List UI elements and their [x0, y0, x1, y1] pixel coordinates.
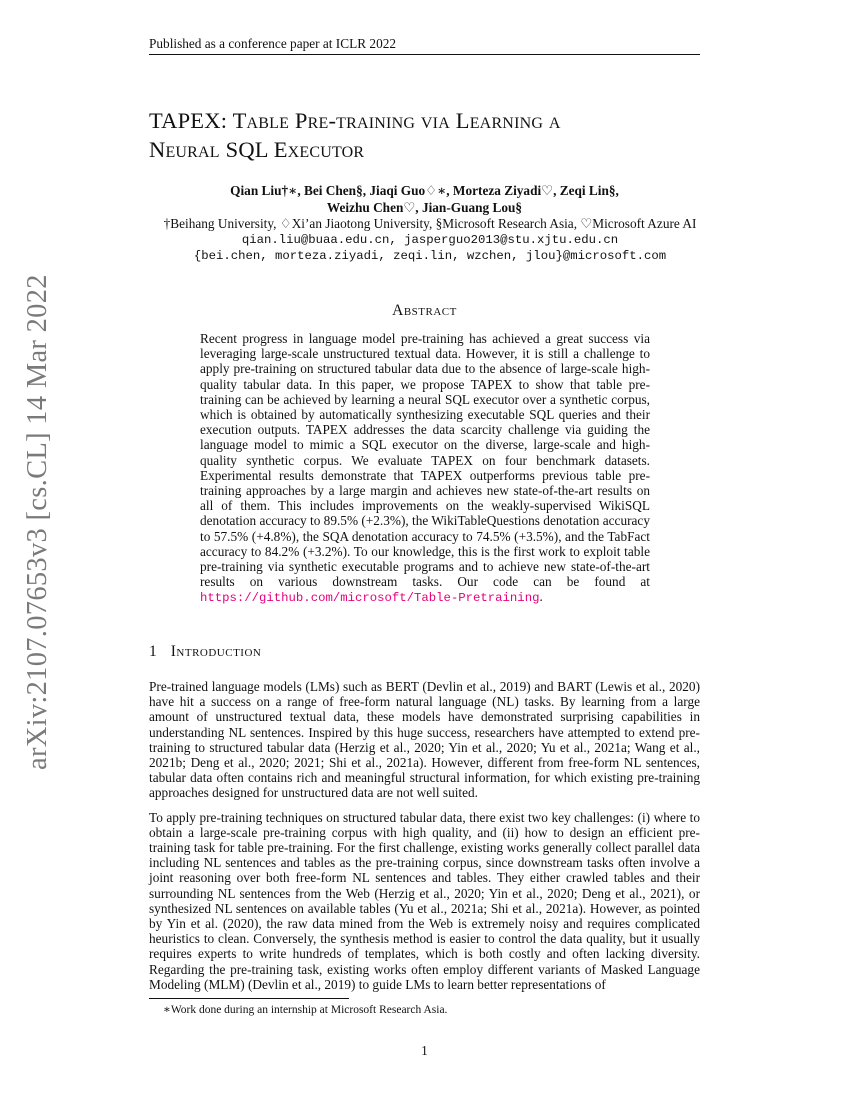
- footnote-rule: [149, 998, 349, 999]
- arxiv-stamp-text: arXiv:2107.07653v3 [cs.CL] 14 Mar 2022: [22, 274, 53, 770]
- paper-title: [149, 106, 700, 164]
- abstract-text: Recent progress in language model pre-training has achieved a great success via leveraging large-scale unstructured textual data. However, it is still a challenge to apply pre-training on structured tabular data due to the absence of large-scale high-quality tabular data. In this paper, we propose TAPEX to show that table pre-training can be achieved by learning a neural SQL executor over a synthetic corpus, which is obtained by automatically synthesizing executable SQL queries and their execution outputs. TAPEX addresses the data scarcity challenge via guiding the language model to mimic a SQL executor on the diverse, large-scale and high-quality synthetic corpus. We evaluate TAPEX on four benchmark datasets. Experimental results demonstrate that TAPEX outperforms previous table pre-training approaches by a large margin and achieves new state-of-the-art results on all of them. This includes improvements on the weakly-supervised WikiSQL denotation accuracy to 89.5% (+2.3%), the WikiTableQuestions denotation accuracy to 57.5% (+4.8%), the SQA denotation accuracy to 74.5% (+3.5%), and the TabFact accuracy to 84.2% (+3.2%). To our knowledge, this is the first work to exploit table pre-training via synthetic executable programs and to achieve new state-of-the-art results on various downstream tasks. Our code can be found at: [200, 331, 650, 590]
- affiliation-emails-1: qian.liu@buaa.edu.cn, jasperguo2013@stu.xjtu.edu.cn: [241, 233, 619, 247]
- title-line-2: Neural SQL Executor: [149, 137, 365, 162]
- abstract-link-suffix: .: [539, 589, 543, 605]
- authors-line-1: Qian Liu†∗, Bei Chen§, Jiaqi Guo♢∗, Morteza Ziyadi♡, Zeqi Lin§,: [230, 183, 619, 198]
- header-rule: [149, 54, 700, 55]
- author-list: [149, 182, 700, 216]
- section-heading-introduction: [149, 643, 261, 661]
- affiliation-institutions: †Beihang University, ♢Xi’an Jiaotong University, §Microsoft Research Asia, ♡Microsoft Azure AI: [163, 216, 697, 231]
- affiliations: [140, 216, 720, 264]
- abstract-heading: Abstract: [392, 302, 457, 319]
- paragraph: To apply pre-training techniques on structured tabular data, there exist two key challenges: (i) where to obtain a large-scale pre-training corpus with high quality, and (ii) how to design an efficient pre-training task for table pre-training. For the first challenge, existing works generally collect parallel data including NL sentences and tables as the pre-training corpus, since downstream tasks often involve a joint reasoning over both free-form NL sentences and tables. They either crawled tables and their surrounding NL sentences from the Web (Herzig et al., 2020; Yin et al., 2020; Deng et al., 2021), or synthesized NL sentences on available tables (Yu et al., 2021a; Shi et al., 2021a). However, as pointed by Yin et al. (2020), the raw data mined from the Web is extremely noisy and requires complicated heuristics to clean. Conversely, the synthesis method is easier to control the data quality, but it usually requires experts to write hundreds of templates, which is both costly and often lacking diversity. Regarding the pre-training task, existing works often employ different variants of Masked Language Modeling (MLM) (Devlin et al., 2019) to guide LMs to learn better representations of: [149, 809, 700, 992]
- paragraph: Pre-trained language models (LMs) such as BERT (Devlin et al., 2019) and BART (Lewis et al., 2020) have hit a success on a range of free-form natural language (NL) tasks. By learning from a large amount of unstructured textual data, these models have demonstrated surprising capabilities in understanding NL sentences. Inspired by this huge success, researchers have attempted to extend pre-training to structured tabular data (Herzig et al., 2020; Yin et al., 2020; Yu et al., 2021a; Wang et al., 2021b; Deng et al., 2020; 2021; Shi et al., 2021a). However, different from free-form NL sentences, tabular data often contains rich and meaningful structural information, for which existing pre-training approaches designed for unstructured data are not well suited.: [149, 679, 700, 801]
- running-header: Published as a conference paper at ICLR 2022: [149, 36, 397, 51]
- footnote: ∗Work done during an internship at Microsoft Research Asia.: [163, 1004, 448, 1016]
- authors-line-2: Weizhu Chen♡, Jian-Guang Lou§: [326, 200, 523, 215]
- section-title: Introduction: [170, 643, 262, 660]
- code-link[interactable]: https://github.com/microsoft/Table-Pretraining: [200, 591, 540, 606]
- page-number: 1: [421, 1043, 428, 1058]
- introduction-body: [149, 679, 700, 1001]
- title-line-1: TAPEX: Table Pre-training via Learning a: [149, 108, 561, 133]
- affiliation-emails-2: {bei.chen, morteza.ziyadi, zeqi.lin, wzchen, jlou}@microsoft.com: [193, 249, 667, 263]
- section-number: 1: [149, 643, 157, 660]
- abstract-body: [200, 331, 650, 607]
- arxiv-stamp: [20, 274, 60, 770]
